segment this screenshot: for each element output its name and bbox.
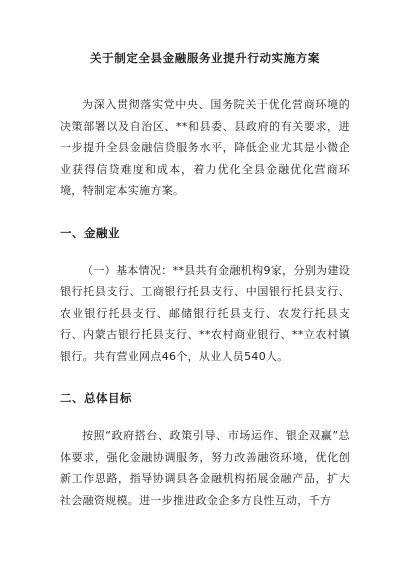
section-heading-overall-goal: 二、总体目标: [60, 391, 132, 405]
section-heading-finance: 一、金融业: [60, 225, 120, 240]
intro-paragraph: 为深入贯彻落实党中央、国务院关于优化营商环境的决策部署以及自治区、**和县委、县政府的有关要求，进一步提升全县金融信贷服务水平，降低企业尤其是小微企业获得信贷难度和成本，着力优化全县金融优化营商环境，特制定本实施方案。: [60, 98, 350, 197]
document-title: 关于制定全县金融服务业提升行动实施方案: [90, 51, 320, 65]
overall-goal-paragraph: 按照“政府搭台、政策引导、市场运作、银企双赢”总体要求，强化金融协调服务，努力改善融资环境，优化创新工作思路，指导协调县各金融机构拓展金融产品，扩大社会融资规模。进一步推进政金企多方良性互动，千方: [60, 429, 350, 507]
basic-situation-paragraph: （一）基本情况：**县共有金融机构9家，分别为建设银行托县支行、工商银行托县支行、中国银行托县支行、农业银行托县支行、邮储银行托县支行、农发行托县支行、内蒙古银行托县支行、**农村商业银行、**立农村镇银行。共有营业网点46个，从业人员540人。: [60, 263, 350, 363]
